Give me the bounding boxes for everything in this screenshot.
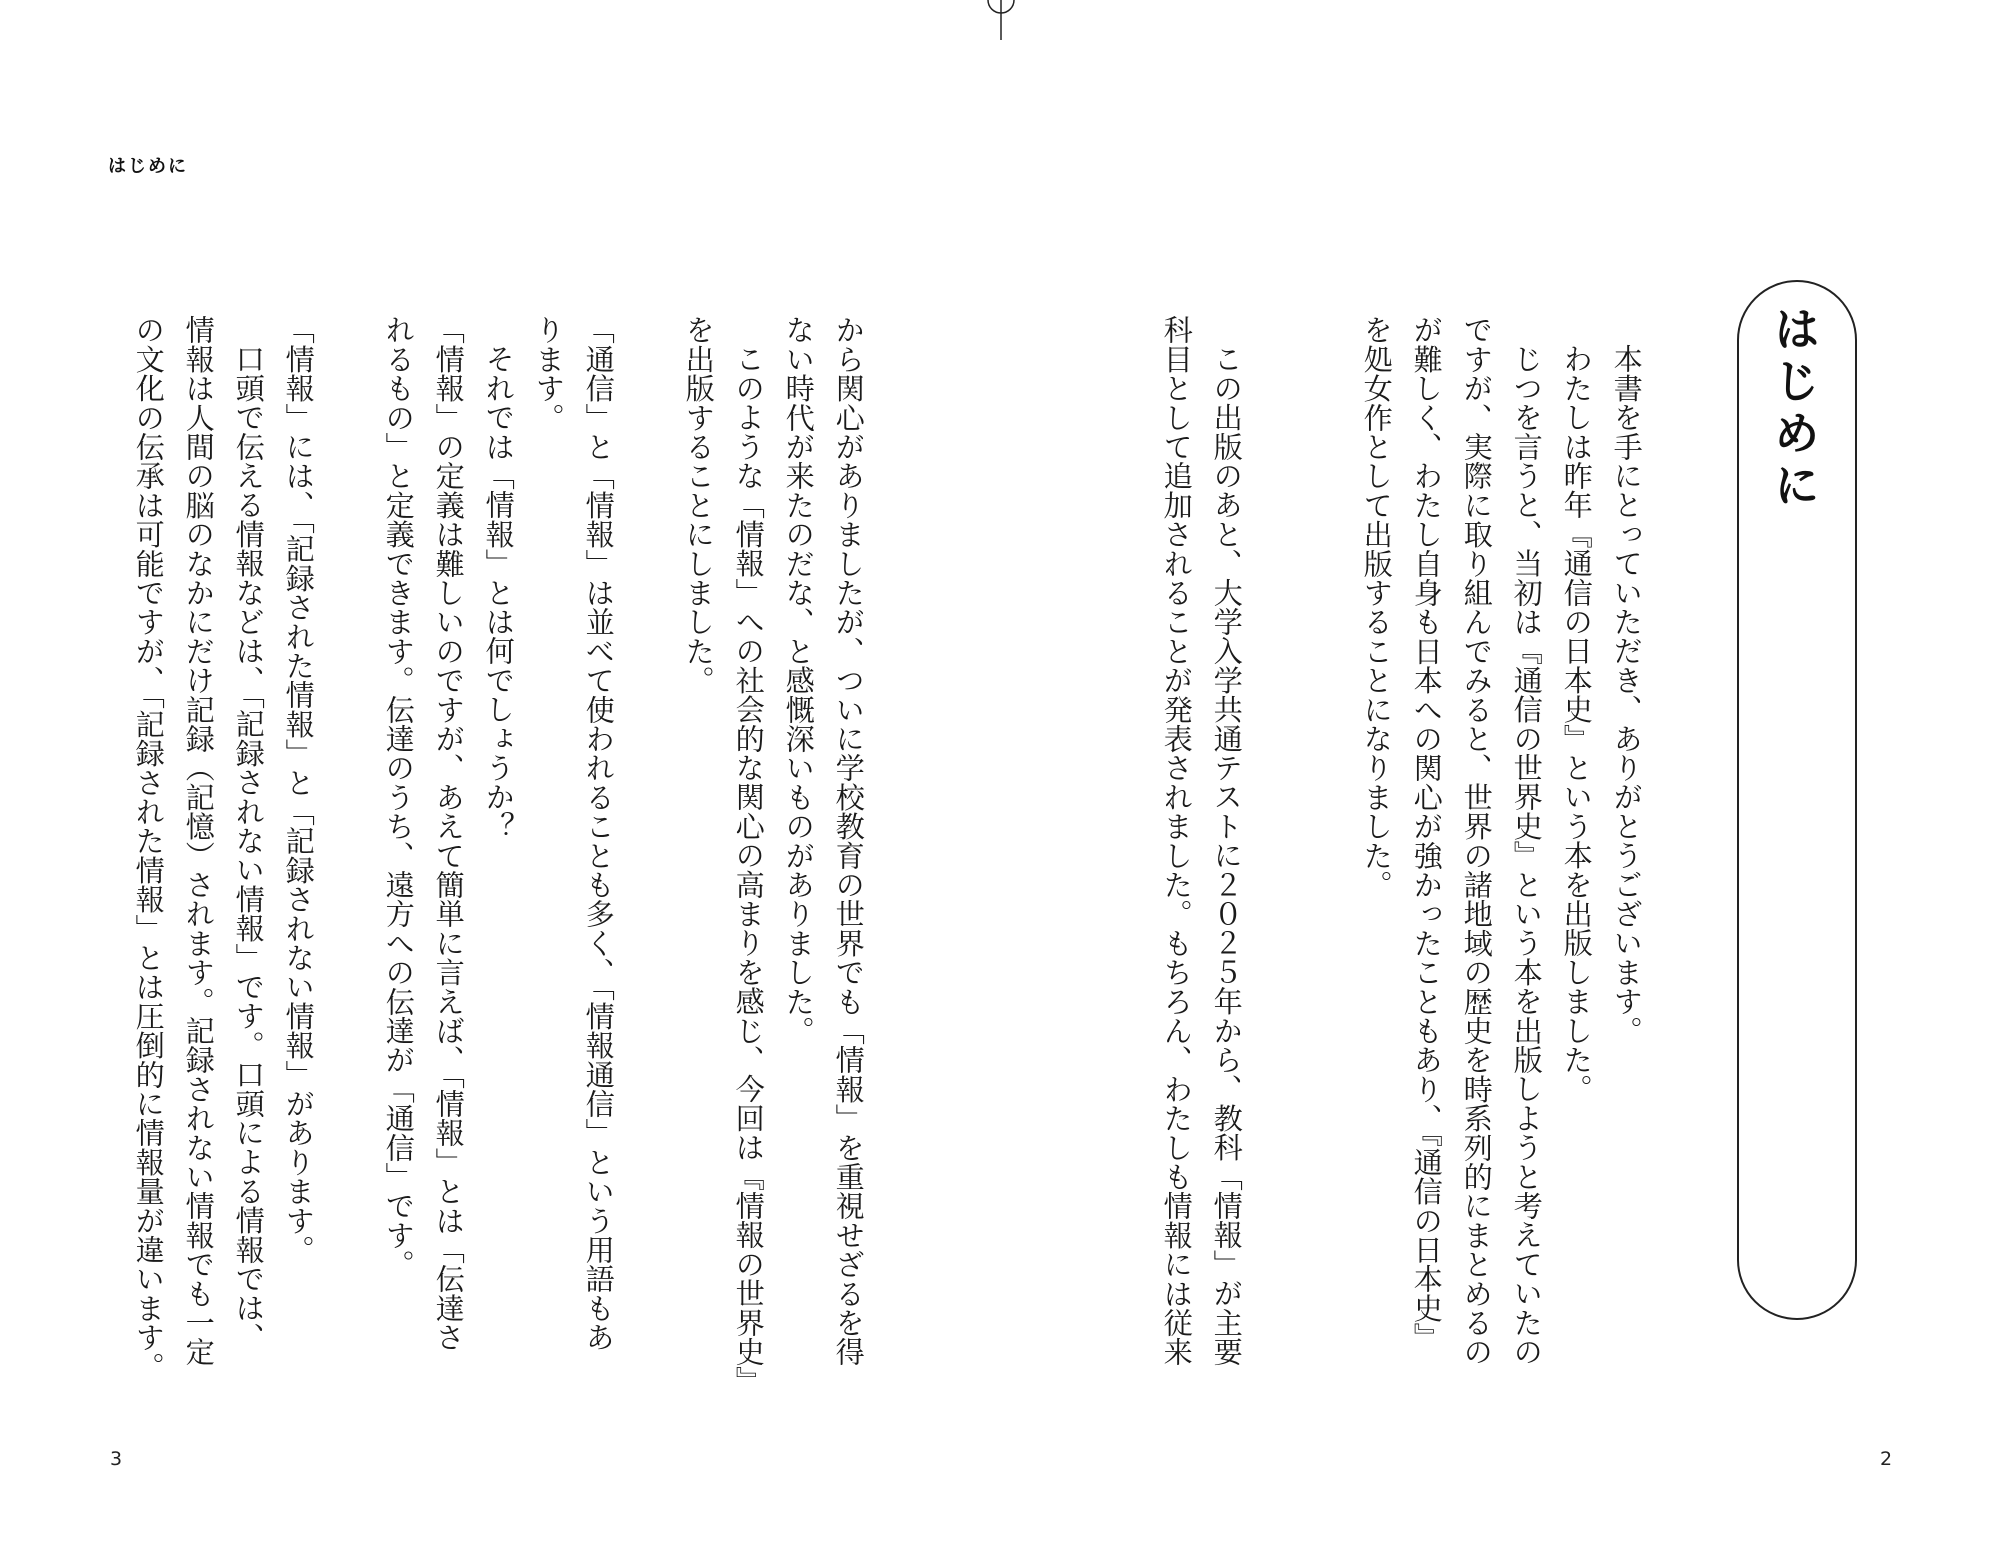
body-line: を処女作として出版することになりました。 xyxy=(1359,315,1394,899)
body-line: 情報は人間の脳のなかにだけ記録（記憶）されます。記録されない情報でも一定 xyxy=(181,315,216,1367)
chapter-title: はじめに xyxy=(1767,305,1821,513)
body-line: が難しく、わたし自身も日本への関心が強かったこともあり、『通信の日本史』 xyxy=(1409,315,1444,1352)
body-line: じつを言うと、当初は『通信の世界史』という本を出版しようと考えていたの xyxy=(1509,344,1544,1366)
page-number-right: 2 xyxy=(1880,1448,1893,1470)
body-line: 「情報」の定義は難しいのですが、あえて簡単に言えば、「情報」とは「伝達さ xyxy=(431,315,466,1352)
body-line: この出版のあと、大学入学共通テストに２０２５年から、教科「情報」が主要 xyxy=(1209,344,1244,1366)
body-line: このような「情報」への社会的な関心の高まりを感じ、今回は『情報の世界史』 xyxy=(731,344,766,1396)
body-line: 口頭で伝える情報などは、「記録されない情報」です。口頭による情報では、 xyxy=(231,344,266,1352)
running-head: はじめに xyxy=(108,156,188,177)
body-line: 本書を手にとっていただき、ありがとうございます。 xyxy=(1609,344,1644,1045)
body-line: の文化の伝承は可能ですが、「記録された情報」とは圧倒的に情報量が違います。 xyxy=(131,315,166,1381)
body-line: を出版することにしました。 xyxy=(681,315,716,695)
body-line: から関心がありましたが、ついに学校教育の世界でも「情報」を重視せざるを得 xyxy=(831,315,866,1367)
body-line: 「情報」には、「記録された情報」と「記録されない情報」があります。 xyxy=(281,315,316,1264)
body-line: それでは「情報」とは何でしょうか？ xyxy=(481,344,516,841)
crop-mark-icon xyxy=(981,0,1021,40)
page-number-left: 3 xyxy=(110,1448,123,1470)
body-line: 科目として追加されることが発表されました。もちろん、わたしも情報には従来 xyxy=(1159,315,1194,1367)
body-line: ない時代が来たのだな、と感慨深いものがありました。 xyxy=(781,315,816,1045)
body-line: 「通信」と「情報」は並べて使われることも多く、「情報通信」という用語もあ xyxy=(581,315,616,1352)
body-line: れるもの」と定義できます。伝達のうち、遠方への伝達が「通信」です。 xyxy=(381,315,416,1279)
body-line: ります。 xyxy=(531,315,566,432)
body-line: ですが、実際に取り組んでみると、世界の諸地域の歴史を時系列的にまとめるの xyxy=(1459,315,1494,1367)
body-line: わたしは昨年『通信の日本史』という本を出版しました。 xyxy=(1559,344,1594,1104)
